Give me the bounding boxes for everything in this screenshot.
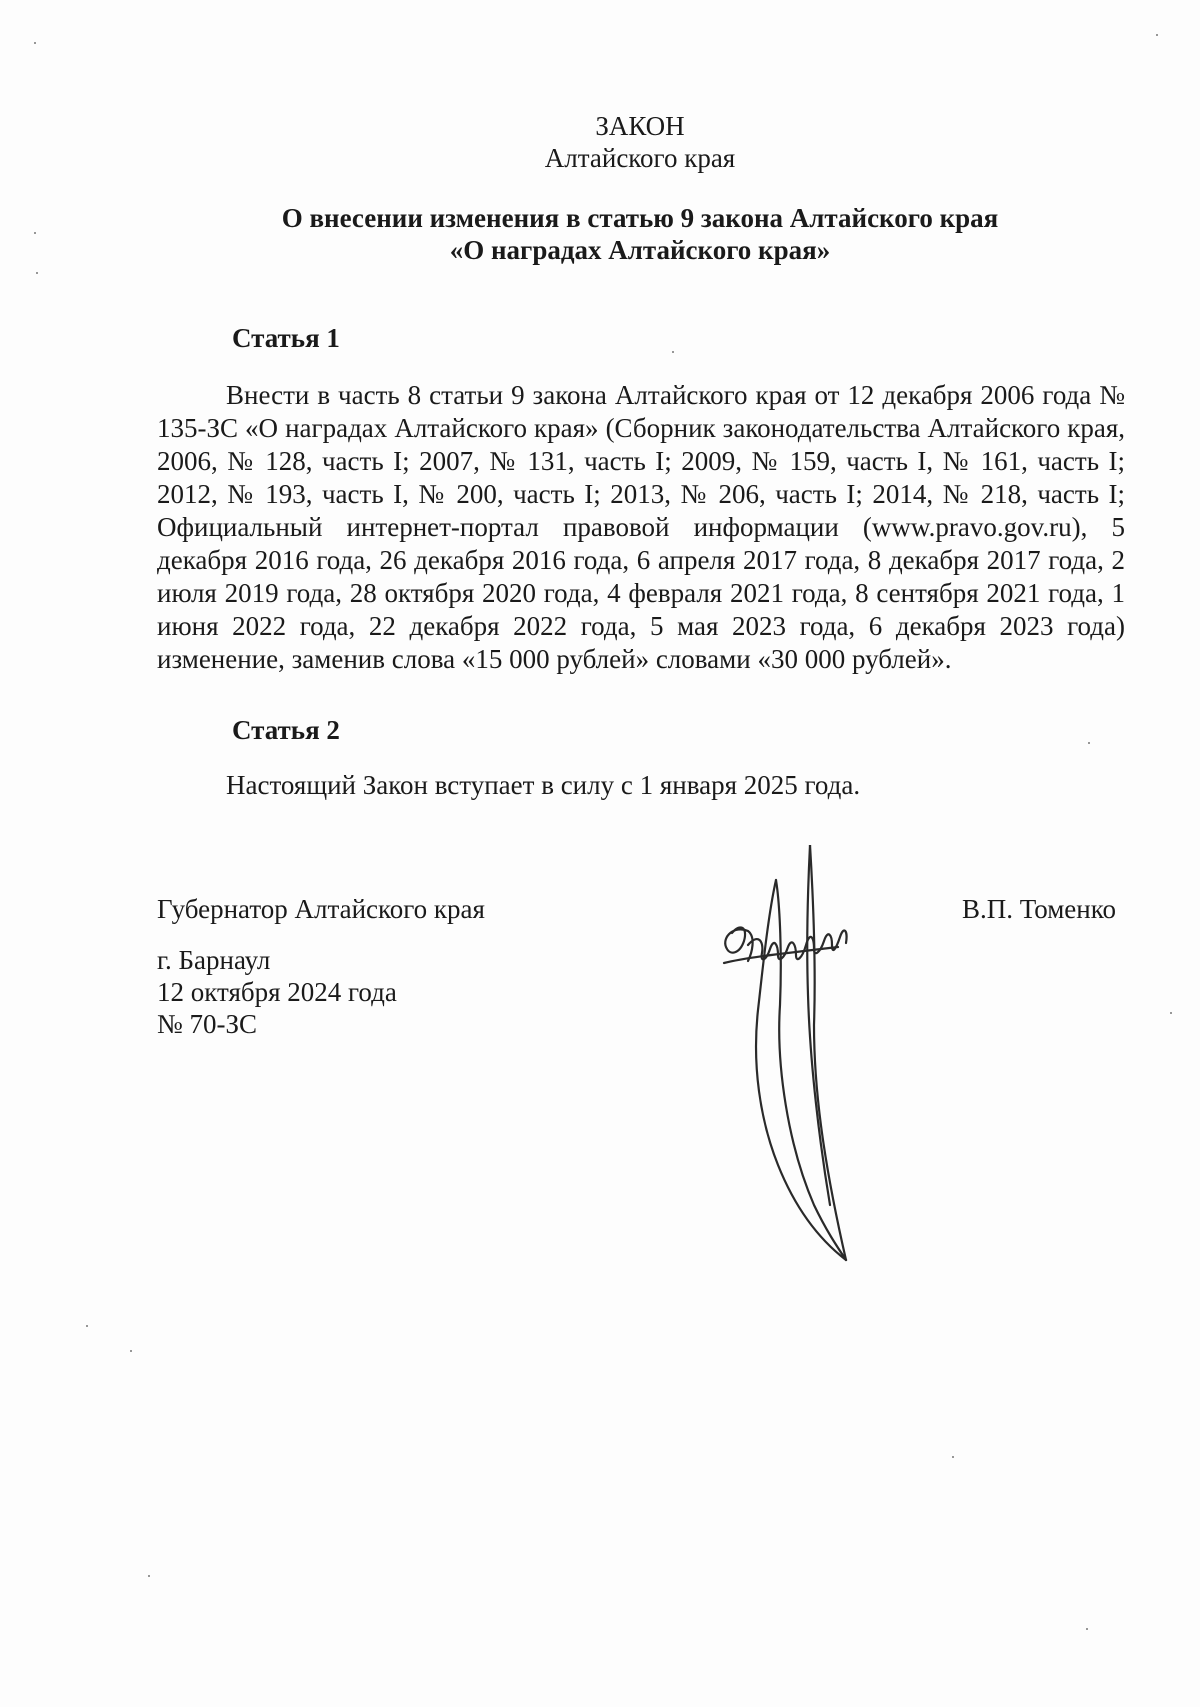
scan-speck — [1170, 1012, 1172, 1014]
scan-speck — [148, 1575, 150, 1577]
scan-speck — [1088, 742, 1090, 744]
scan-speck — [952, 1456, 954, 1458]
article-2-heading: Статья 2 — [232, 715, 340, 745]
scan-speck — [130, 1350, 132, 1352]
law-number: № 70-ЗС — [157, 1009, 258, 1039]
scan-speck — [36, 272, 38, 274]
city: г. Барнаул — [157, 945, 271, 975]
scan-speck — [34, 232, 36, 234]
article-1-heading: Статья 1 — [232, 323, 340, 353]
scan-speck — [1086, 1628, 1088, 1630]
issuer: Алтайского края — [544, 143, 736, 173]
scan-speck — [86, 1325, 88, 1327]
title-line-2: «О наградах Алтайского края» — [449, 235, 831, 265]
handwritten-signature — [718, 845, 868, 1265]
scan-speck — [1156, 34, 1158, 36]
article-1-text: Внести в часть 8 статьи 9 закона Алтайского края от 12 декабря 2006 года № 135-ЗС «О наградах Алтайского края» (Сборник законодательства Алтайского края, 2006, № 128, часть I; 2007, № 131, часть I; 2009, № 159, часть I, № 161, часть I; 2012, № 193, часть I, № 200, часть I; 2013, № 206, часть I; 2014, № 218, часть I; Официальный интернет-портал правовой информации (www.pravo.gov.ru), 5 декабря 2016 года, 26 декабря 2016 года, 6 апреля 2017 года, 8 декабря 2017 года, 2 июля 2019 года, 28 октября 2020 года, 4 февраля 2021 года, 8 сентября 2021 года, 1 июня 2022 года, 22 декабря 2022 года, 5 мая 2023 года, 6 декабря 2023 года) изменение, заменив слова «15 000 рублей» словами «30 000 рублей». — [157, 380, 1125, 674]
signer-name: В.П. Томенко — [962, 894, 1116, 924]
scan-speck — [672, 351, 674, 353]
signer-position: Губернатор Алтайского края — [157, 894, 485, 924]
scan-speck — [34, 42, 36, 44]
title-line-1: О внесении изменения в статью 9 закона Алтайского края — [281, 203, 999, 233]
doc-type: ЗАКОН — [595, 111, 685, 141]
article-2-text: Настоящий Закон вступает в силу с 1 января 2025 года. — [226, 770, 861, 800]
signing-date: 12 октября 2024 года — [157, 977, 397, 1007]
